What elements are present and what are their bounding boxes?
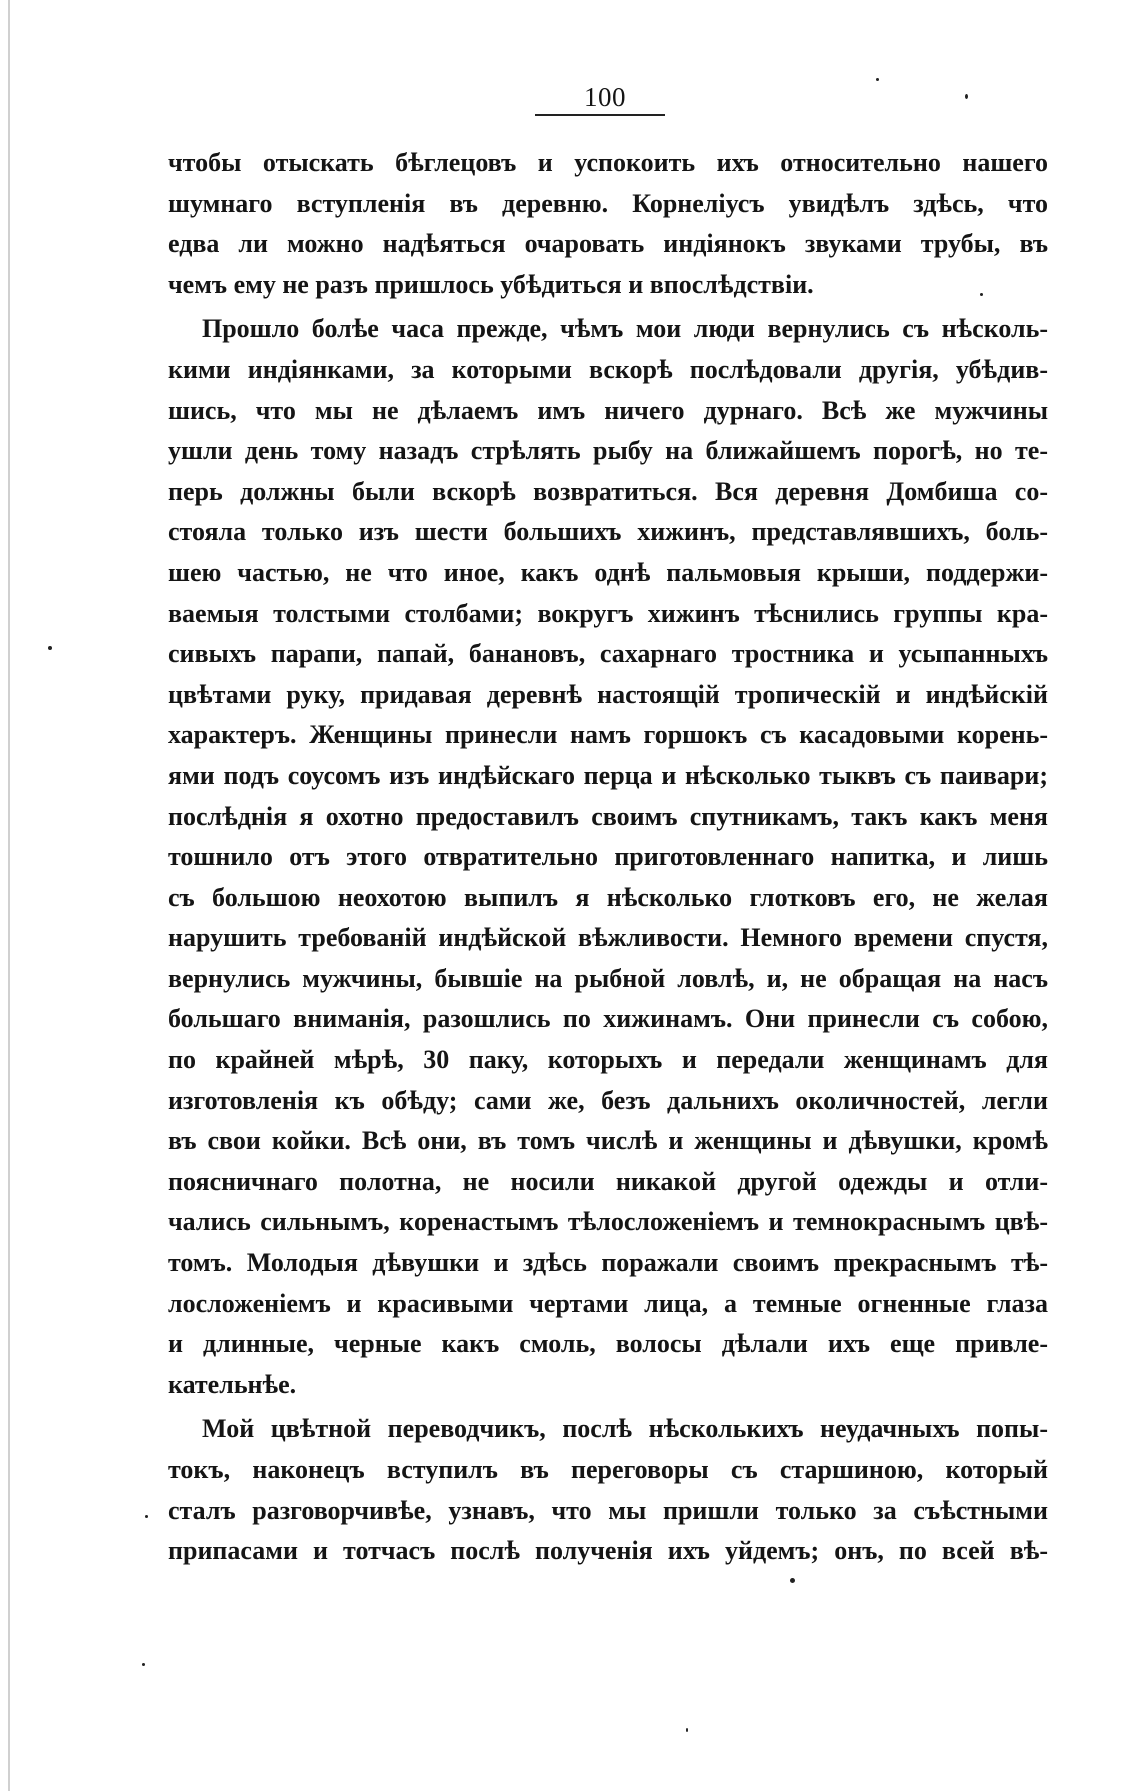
text-line: вернулись мужчины, бывшіе на рыбной ловлѣ, и, не обращая на насъ: [168, 963, 1048, 993]
text-line: чемъ ему не разъ пришлось убѣдиться и впослѣдствіи.: [168, 269, 814, 299]
text-line: чтобы отыскать бѣглецовъ и успокоить ихъ относительно нашего: [168, 148, 1048, 177]
text-line: ушли день тому назадъ стрѣлять рыбу на ближайшемъ порогѣ, но те-: [168, 436, 1048, 466]
text-line: перь должны были вскорѣ возвратиться. Вся деревня Домбиша со-: [168, 476, 1048, 506]
text-line: томъ. Молодыя дѣвушки и здѣсь поражали своимъ прекраснымъ тѣ-: [168, 1248, 1048, 1278]
scan-edge: [8, 0, 10, 1791]
text-line: токъ, наконецъ вступилъ въ переговоры съ старшиною, который: [168, 1455, 1048, 1484]
text-line: поясничнаго полотна, не носили никакой другой одежды и отли-: [168, 1166, 1048, 1196]
scan-speck: [686, 1728, 688, 1732]
text-line: шею частью, не что иное, какъ однѣ пальмовыя крыши, поддержи-: [168, 557, 1048, 587]
scan-speck: [48, 646, 52, 650]
text-line: сталъ разговорчивѣе, узнавъ, что мы пришли только за съѣстными: [168, 1495, 1048, 1525]
text-line: по крайней мѣрѣ, 30 паку, которыхъ и передали женщинамъ для: [168, 1045, 1048, 1075]
page-number-rule: [535, 114, 665, 116]
scan-speck: [980, 293, 983, 296]
text-line: кими индіянками, за которыми вскорѣ послѣдовали другія, убѣдив-: [168, 354, 1048, 384]
text-line: цвѣтами руку, придавая деревнѣ настоящій тропическій и индѣйскій: [168, 679, 1048, 709]
text-line: въ свои койки. Всѣ они, въ томъ числѣ и женщины и дѣвушки, кромѣ: [168, 1126, 1048, 1156]
text-line: изготовленія къ обѣду; сами же, безъ дальнихъ околичностей, легли: [168, 1085, 1048, 1115]
text-line: припасами и тотчасъ послѣ полученія ихъ уйдемъ; онъ, по всей вѣ-: [168, 1536, 1048, 1566]
scan-speck: [876, 78, 879, 81]
text-line: чались сильнымъ, коренастымъ тѣлосложеніемъ и темнокраснымъ цвѣ-: [168, 1207, 1048, 1237]
text-line: ваемыя толстыми столбами; вокругъ хижинъ тѣснились группы кра-: [168, 598, 1048, 628]
text-line: съ большою неохотою выпилъ я нѣсколько глотковъ его, не желая: [168, 882, 1048, 912]
text-line: характеръ. Женщины принесли намъ горшокъ съ касадовыми корень-: [168, 720, 1048, 750]
text-line: лосложеніемъ и красивыми чертами лица, а темные огненные глаза: [168, 1288, 1048, 1318]
paragraph-2: [168, 309, 1048, 1405]
text-line: Мой цвѣтной переводчикъ, послѣ нѣсколькихъ неудачныхъ попы-: [202, 1414, 1048, 1444]
text-line: ями подъ соусомъ изъ индѣйскаго перца и нѣсколько тыквъ съ паивари;: [168, 760, 1048, 790]
scan-speck: [142, 1663, 145, 1666]
text-line: послѣднія я охотно предоставилъ своимъ спутникамъ, такъ какъ меня: [168, 801, 1048, 831]
paragraph-1: [168, 143, 1048, 305]
text-line: едва ли можно надѣяться очаровать индіянокъ звуками трубы, въ: [168, 229, 1048, 259]
scan-speck: [145, 1515, 148, 1518]
paragraph-3: [168, 1409, 1048, 1571]
text-line: шумнаго вступленія въ деревню. Корнеліусъ увидѣлъ здѣсь, что: [168, 188, 1048, 218]
text-line: тошнило отъ этого отвратительно приготовленнаго напитка, и лишь: [168, 842, 1048, 872]
scan-speck: [965, 94, 968, 99]
text-line: стояла только изъ шести большихъ хижинъ, представлявшихъ, боль-: [168, 517, 1048, 547]
text-line: и длинные, черные какъ смоль, волосы дѣлали ихъ еще привле-: [168, 1329, 1048, 1359]
text-line: кательнѣе.: [168, 1369, 297, 1399]
text-line: шись, что мы не дѣлаемъ имъ ничего дурнаго. Всѣ же мужчины: [168, 395, 1048, 425]
scan-speck: [790, 1578, 795, 1583]
text-line: сивыхъ парапи, папай, банановъ, сахарнаго тростника и усыпанныхъ: [168, 639, 1048, 669]
page-number: 100: [584, 82, 626, 112]
text-line: нарушить требованій индѣйской вѣжливости. Немного времени спустя,: [168, 923, 1048, 953]
text-line: большаго вниманія, разошлись по хижинамъ. Они принесли съ собою,: [168, 1004, 1048, 1034]
body-text: [168, 143, 1048, 1572]
text-line: Прошло болѣе часа прежде, чѣмъ мои люди вернулись съ нѣсколь-: [202, 314, 1048, 344]
